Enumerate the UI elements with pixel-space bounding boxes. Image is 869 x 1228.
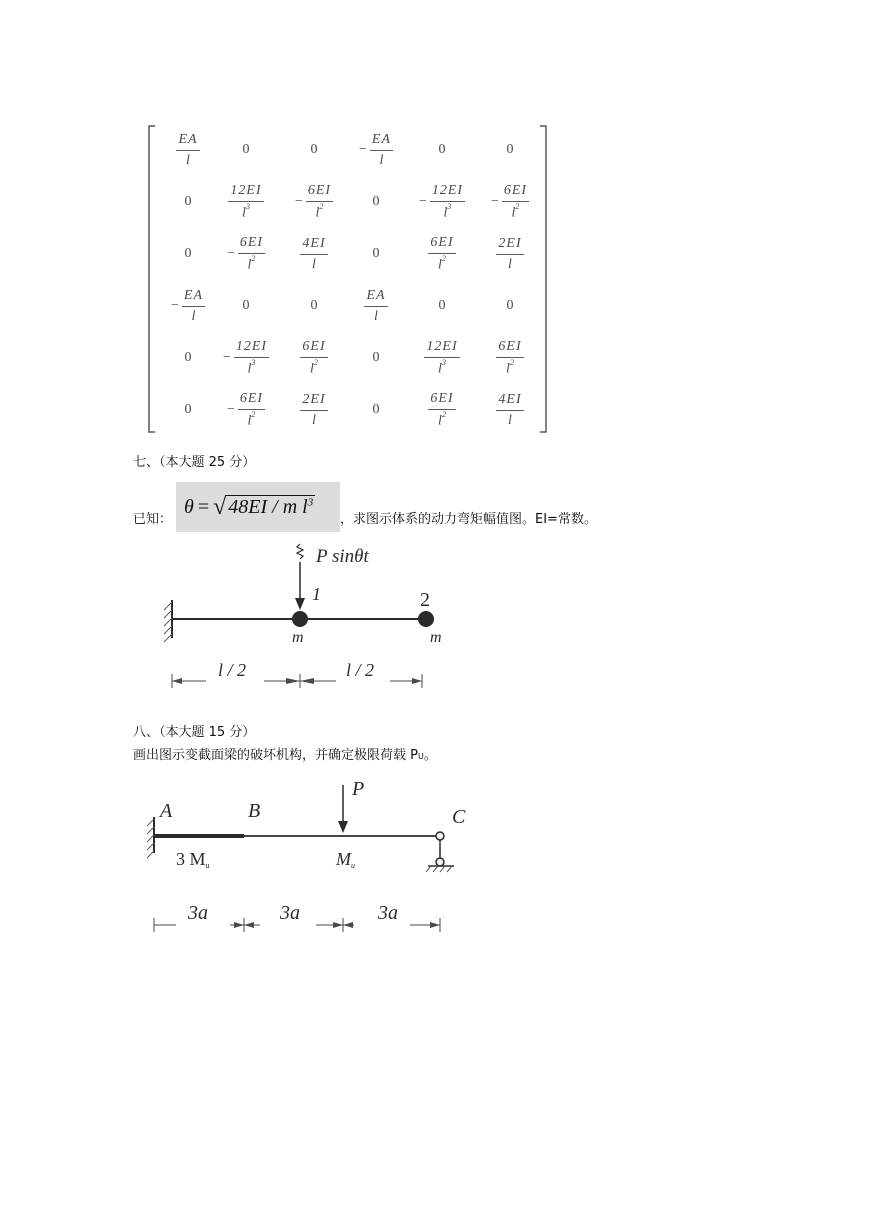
matrix-denominator <box>192 307 196 324</box>
sqrt-symbol: √ <box>213 493 227 520</box>
matrix-denominator-base: l <box>315 205 320 221</box>
matrix-fraction <box>306 184 333 221</box>
matrix-denominator-base: l <box>310 361 314 377</box>
q7-given-label: 已知： <box>133 512 173 527</box>
q7-figure-svg <box>150 538 450 693</box>
hinge-C-top <box>436 832 444 840</box>
matrix-sign: − <box>490 194 499 209</box>
matrix-cell <box>407 280 477 332</box>
label-B: B <box>248 800 261 822</box>
load-label: P sinθt <box>316 546 369 567</box>
matrix-denominator-power: 2 <box>509 357 514 367</box>
matrix-fraction <box>238 392 265 429</box>
span3: 3a <box>378 902 398 924</box>
matrix-numerator: 6EI <box>428 236 455 254</box>
matrix-cell <box>211 280 281 332</box>
matrix-denominator-base: l <box>312 256 316 272</box>
node2-label: 2 <box>420 589 430 611</box>
support-A-hatch <box>147 819 154 858</box>
matrix-zero: 0 <box>506 298 514 313</box>
matrix-zero: 0 <box>310 142 318 157</box>
q8-figure <box>140 775 480 945</box>
label-A: A <box>160 800 173 822</box>
matrix-fraction <box>300 393 327 428</box>
matrix-denominator-base: l <box>247 413 252 429</box>
matrix-numerator: 6EI <box>502 184 529 202</box>
matrix-fraction <box>176 133 199 168</box>
matrix-denominator <box>374 307 378 324</box>
span2-label: l / 2 <box>346 660 375 680</box>
matrix-denominator-power: 2 <box>319 201 324 211</box>
matrix-cell <box>211 176 281 228</box>
matrix-cell <box>475 384 545 436</box>
matrix-denominator-power: 2 <box>441 409 446 419</box>
matrix-numerator: 12EI <box>234 340 269 358</box>
matrix-sign: − <box>226 246 235 261</box>
matrix-sign: − <box>226 402 235 417</box>
moment-left-label <box>176 849 210 870</box>
node1-label: 1 <box>312 584 321 604</box>
matrix-cell <box>407 384 477 436</box>
matrix-denominator-power: 3 <box>441 357 446 367</box>
span1: 3a <box>188 902 208 924</box>
matrix-cell <box>341 332 411 384</box>
matrix-numerator: EA <box>182 289 205 307</box>
q8-question-main: 画出图示变截面梁的破坏机构，并确定极限荷载 P <box>133 748 418 763</box>
moment-right-sub: u <box>351 861 355 870</box>
matrix-denominator <box>508 411 512 428</box>
matrix-denominator-power: 2 <box>441 253 446 263</box>
matrix-sign: − <box>358 142 367 157</box>
matrix-denominator <box>506 358 514 377</box>
matrix-cell <box>407 124 477 176</box>
matrix-numerator: 6EI <box>300 340 327 358</box>
matrix-zero: 0 <box>184 194 192 209</box>
matrix-fraction <box>428 236 455 273</box>
matrix-denominator-base: l <box>438 413 442 429</box>
formula-theta: θ <box>184 495 194 518</box>
q8-question <box>133 744 437 763</box>
matrix-denominator-base: l <box>374 308 378 324</box>
matrix-zero: 0 <box>438 142 446 157</box>
matrix-denominator-power: 3 <box>251 357 256 367</box>
matrix-numerator: EA <box>370 133 393 151</box>
matrix-cell <box>341 176 411 228</box>
matrix-denominator <box>242 202 250 221</box>
matrix-cell <box>279 384 349 436</box>
q7-formula <box>176 482 340 532</box>
matrix-fraction <box>300 237 327 272</box>
matrix-fraction <box>496 393 523 428</box>
matrix-cell <box>211 228 281 280</box>
matrix-cell <box>475 176 545 228</box>
matrix-zero: 0 <box>184 246 192 261</box>
moment-left-text: 3 M <box>176 849 206 869</box>
matrix-fraction <box>370 133 393 168</box>
matrix-denominator <box>310 358 318 377</box>
matrix-zero: 0 <box>310 298 318 313</box>
matrix-denominator-base: l <box>438 361 442 377</box>
matrix-cell <box>407 228 477 280</box>
span1-label: l / 2 <box>218 660 247 680</box>
matrix-fraction <box>428 392 455 429</box>
matrix-denominator-power: 2 <box>251 253 256 263</box>
matrix-denominator-power: 3 <box>447 201 452 211</box>
matrix-denominator <box>316 202 324 221</box>
matrix-fraction <box>228 184 263 221</box>
matrix-denominator-base: l <box>443 205 448 221</box>
matrix-denominator-base: l <box>247 257 252 273</box>
matrix-cell <box>341 228 411 280</box>
matrix-fraction <box>430 184 465 221</box>
matrix-cell <box>211 332 281 384</box>
matrix-numerator: 12EI <box>424 340 459 358</box>
matrix-denominator-power: 2 <box>251 409 256 419</box>
q8-heading: 八、（本大题 15 分） <box>133 725 256 740</box>
matrix-cell <box>475 228 545 280</box>
matrix-zero: 0 <box>184 402 192 417</box>
formula-power: 3 <box>307 496 314 509</box>
matrix-zero: 0 <box>372 402 380 417</box>
matrix-cell <box>341 280 411 332</box>
matrix-denominator <box>444 202 452 221</box>
matrix-cell <box>407 176 477 228</box>
matrix-denominator-base: l <box>191 308 196 324</box>
matrix-cell <box>341 384 411 436</box>
matrix-denominator <box>248 410 256 429</box>
matrix-denominator-base: l <box>506 361 510 377</box>
matrix-numerator: 6EI <box>238 236 265 254</box>
matrix-denominator <box>312 411 316 428</box>
matrix-fraction <box>424 340 459 377</box>
matrix-fraction <box>502 184 529 221</box>
hinge-C-bottom <box>436 858 444 866</box>
matrix-cell <box>341 124 411 176</box>
stiffness-matrix <box>145 120 550 438</box>
mass-2 <box>418 611 434 627</box>
matrix-cell <box>211 124 281 176</box>
matrix-numerator: 2EI <box>300 393 327 411</box>
formula-radicand-wrap <box>226 495 315 519</box>
label-C: C <box>452 806 466 828</box>
matrix-denominator <box>438 410 446 429</box>
matrix-denominator-base: l <box>511 205 516 221</box>
matrix-zero: 0 <box>372 246 380 261</box>
matrix-numerator: 6EI <box>238 392 265 410</box>
matrix-denominator <box>248 254 256 273</box>
matrix-zero: 0 <box>438 298 446 313</box>
formula-radicand: 48EI / m l <box>228 496 308 518</box>
matrix-denominator-base: l <box>312 412 316 428</box>
q8-question-end: 。 <box>423 748 437 763</box>
matrix-numerator: EA <box>176 133 199 151</box>
matrix-sign: − <box>222 350 231 365</box>
matrix-cell <box>211 384 281 436</box>
matrix-cell <box>475 124 545 176</box>
mass-1 <box>292 611 308 627</box>
matrix-numerator: 2EI <box>496 237 523 255</box>
matrix-numerator: 12EI <box>228 184 263 202</box>
matrix-numerator: 12EI <box>430 184 465 202</box>
matrix-cell <box>279 280 349 332</box>
matrix-cell <box>475 280 545 332</box>
matrix-denominator <box>312 255 316 272</box>
matrix-denominator <box>186 151 190 168</box>
matrix-cell <box>279 228 349 280</box>
q8-question-sub: U <box>417 752 424 761</box>
matrix-fraction <box>364 289 387 324</box>
matrix-denominator-power: 2 <box>515 201 520 211</box>
matrix-denominator-power: 3 <box>245 201 250 211</box>
matrix-sign: − <box>294 194 303 209</box>
matrix-zero: 0 <box>372 350 380 365</box>
matrix-cell <box>279 124 349 176</box>
q7-figure <box>150 538 450 693</box>
span2: 3a <box>280 902 300 924</box>
matrix-cell <box>407 332 477 384</box>
matrix-fraction <box>496 237 523 272</box>
matrix-zero: 0 <box>372 194 380 209</box>
matrix-numerator: 6EI <box>496 340 523 358</box>
matrix-denominator <box>508 255 512 272</box>
matrix-zero: 0 <box>242 142 250 157</box>
matrix-denominator <box>380 151 384 168</box>
q8-figure-svg <box>140 775 480 945</box>
matrix-denominator-base: l <box>508 412 512 428</box>
matrix-cell <box>279 176 349 228</box>
matrix-zero: 0 <box>184 350 192 365</box>
moment-right-label <box>335 849 355 870</box>
load-arrow-head <box>295 598 305 610</box>
matrix-zero: 0 <box>506 142 514 157</box>
matrix-fraction <box>496 340 523 377</box>
matrix-numerator: 4EI <box>300 237 327 255</box>
q8-load-head <box>338 821 348 833</box>
formula-eq: = <box>197 495 210 518</box>
mass1-label: m <box>292 629 304 646</box>
matrix-denominator-base: l <box>242 205 246 221</box>
matrix-denominator <box>248 358 256 377</box>
support-C-hatch <box>426 866 452 872</box>
matrix-fraction <box>182 289 205 324</box>
matrix-denominator-base: l <box>508 256 512 272</box>
matrix-cell <box>279 332 349 384</box>
matrix-denominator <box>512 202 520 221</box>
mass2-label: m <box>430 629 442 646</box>
q7-heading: 七、（本大题 25 分） <box>133 455 256 470</box>
matrix-fraction <box>234 340 269 377</box>
matrix-denominator-base: l <box>247 361 252 377</box>
matrix-zero: 0 <box>242 298 250 313</box>
matrix-sign: − <box>418 194 427 209</box>
matrix-numerator: 6EI <box>428 392 455 410</box>
q7-question: ，求图示体系的动力弯矩幅值图。EI=常数。 <box>340 512 597 527</box>
q8-load-label: P <box>352 778 365 800</box>
matrix-denominator-base: l <box>379 152 384 168</box>
matrix-numerator: EA <box>364 289 387 307</box>
matrix-fraction <box>300 340 327 377</box>
matrix-denominator <box>438 254 446 273</box>
matrix-cell <box>475 332 545 384</box>
matrix-sign: − <box>170 298 179 313</box>
matrix-numerator: 4EI <box>496 393 523 411</box>
moment-left-sub: u <box>205 861 210 870</box>
matrix-denominator-power: 2 <box>313 357 318 367</box>
matrix-fraction <box>238 236 265 273</box>
matrix-denominator <box>438 358 446 377</box>
matrix-denominator-base: l <box>438 257 442 273</box>
matrix-denominator-base: l <box>186 152 190 168</box>
fixed-support-hatch <box>164 602 172 642</box>
moment-right-text: M <box>336 849 351 869</box>
matrix-numerator: 6EI <box>306 184 333 202</box>
spring-icon <box>297 544 303 559</box>
